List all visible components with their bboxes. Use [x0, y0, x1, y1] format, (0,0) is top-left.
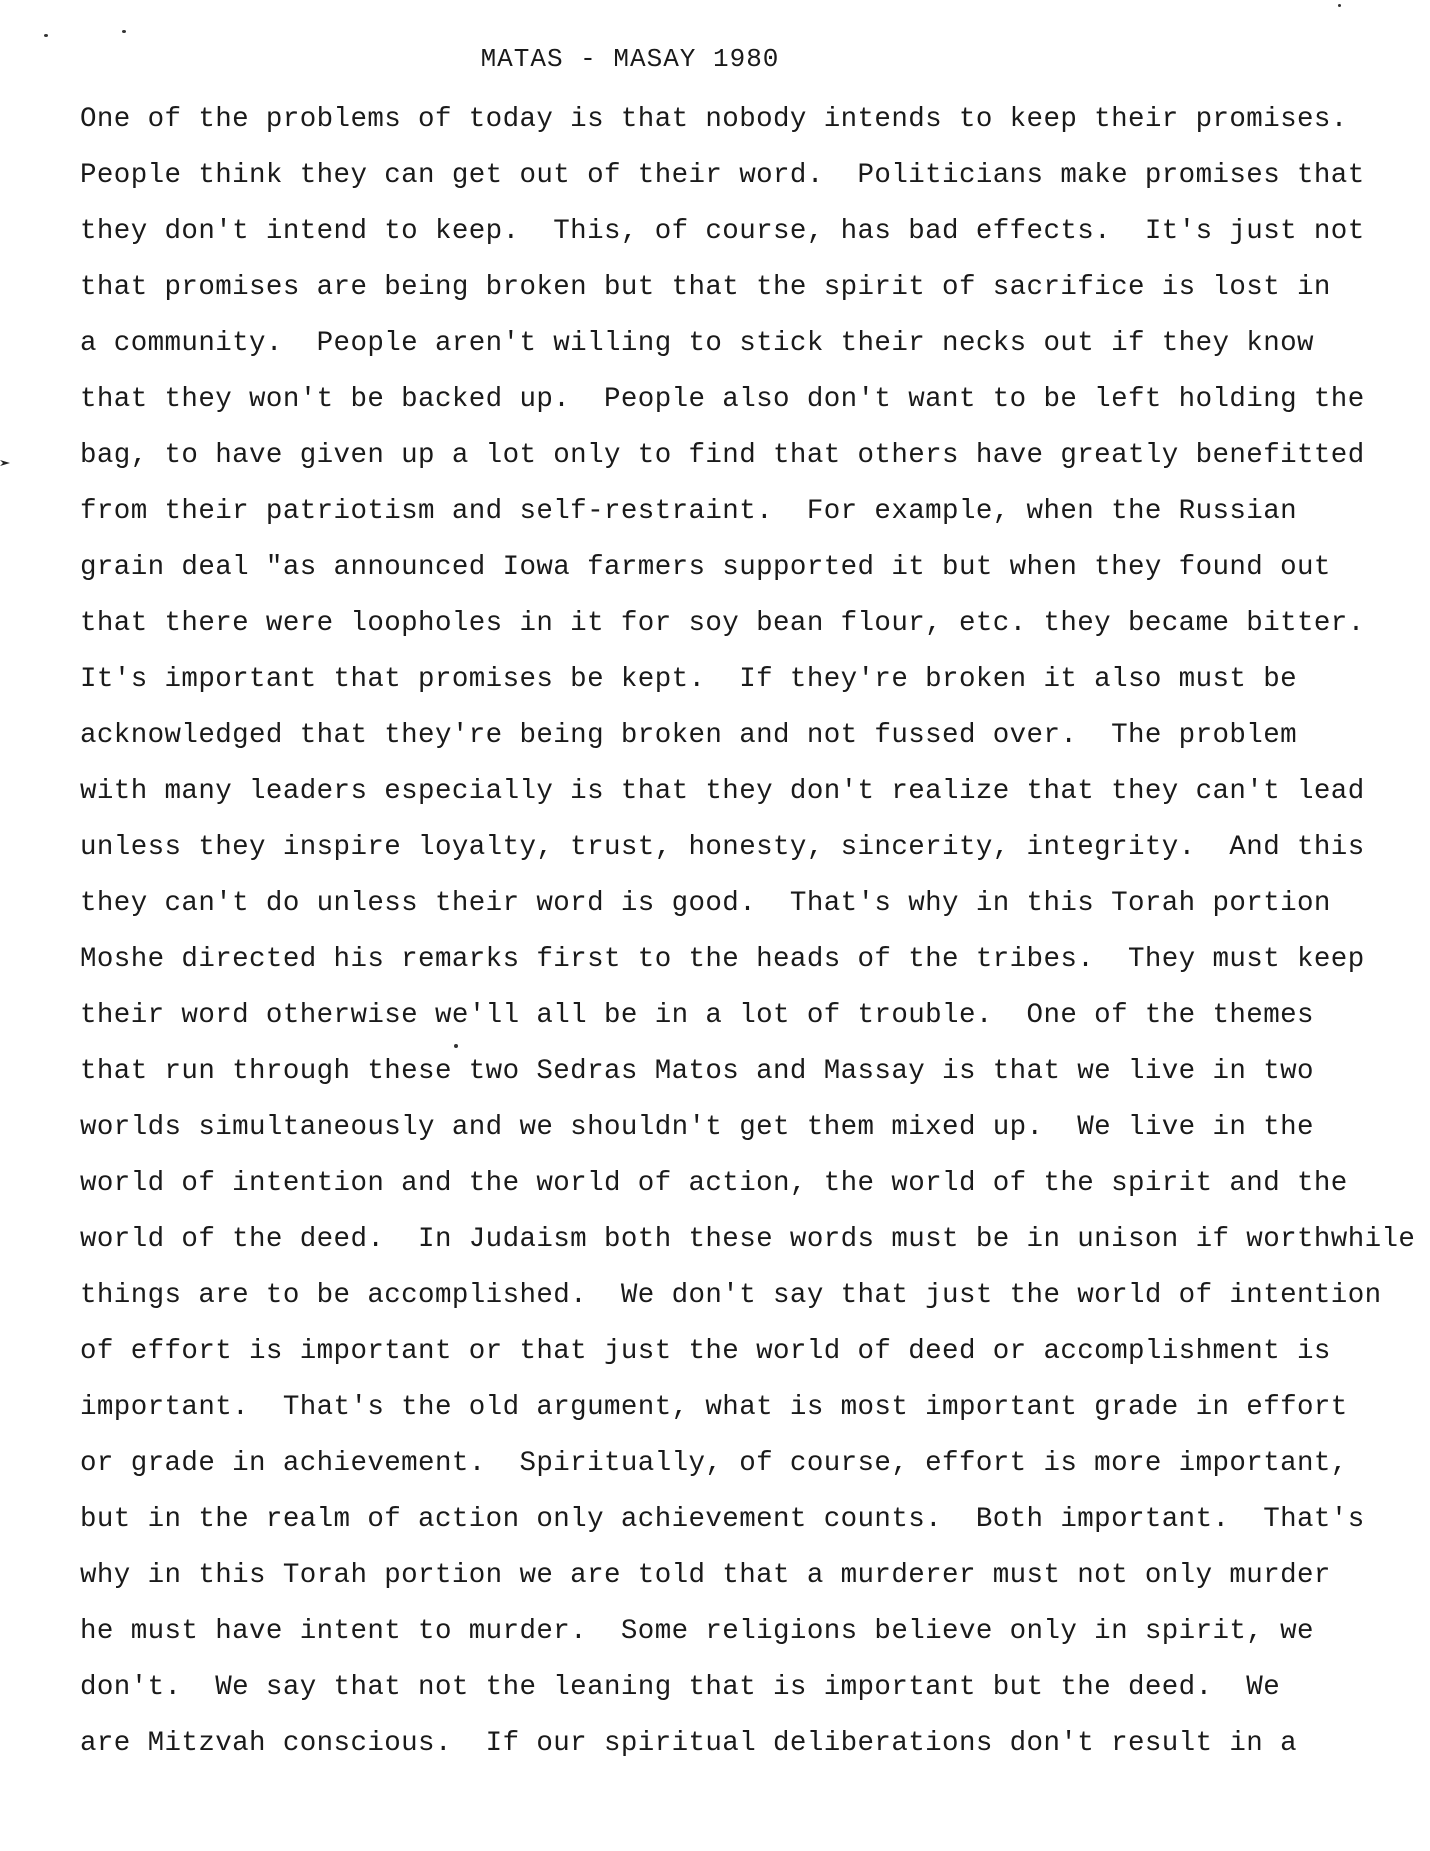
text-line: or grade in achievement. Spiritually, of course, effort is more important, [80, 1448, 1348, 1479]
scan-speck [122, 30, 126, 33]
text-line: a community. People aren't willing to stick their necks out if they know [80, 328, 1314, 359]
text-line: but in the realm of action only achievement counts. Both important. That's [80, 1504, 1365, 1535]
text-line: world of the deed. In Judaism both these words must be in unison if worthwhile [80, 1224, 1416, 1255]
text-line: they can't do unless their word is good. That's why in this Torah portion [80, 888, 1331, 919]
page-title: MATAS - MASAY 1980 [480, 44, 780, 74]
text-line: important. That's the old argument, what is most important grade in effort [80, 1392, 1348, 1423]
text-line: from their patriotism and self-restraint. For example, when the Russian [80, 496, 1297, 527]
scan-speck [44, 34, 48, 37]
text-line: don't. We say that not the leaning that is important but the deed. We [80, 1672, 1281, 1703]
text-line: world of intention and the world of action, the world of the spirit and the [80, 1168, 1348, 1199]
text-line: of effort is important or that just the world of deed or accomplishment is [80, 1336, 1331, 1367]
text-line: with many leaders especially is that they don't realize that they can't lead [80, 776, 1365, 807]
margin-mark [0, 460, 10, 466]
body-text [80, 92, 1420, 1772]
text-line: they don't intend to keep. This, of course, has bad effects. It's just not [80, 216, 1365, 247]
text-line: unless they inspire loyalty, trust, honesty, sincerity, integrity. And this [80, 832, 1365, 863]
text-line: bag, to have given up a lot only to find that others have greatly benefitted [80, 440, 1365, 471]
text-line: that promises are being broken but that the spirit of sacrifice is lost in [80, 272, 1331, 303]
text-line: grain deal "as announced Iowa farmers supported it but when they found out [80, 552, 1331, 583]
text-line: worlds simultaneously and we shouldn't get them mixed up. We live in the [80, 1112, 1314, 1143]
text-line: why in this Torah portion we are told that a murderer must not only murder [80, 1560, 1331, 1591]
text-line: things are to be accomplished. We don't say that just the world of intention [80, 1280, 1382, 1311]
text-line: that run through these two Sedras Matos and Massay is that we live in two [80, 1056, 1314, 1087]
scan-speck [1338, 4, 1341, 7]
text-line: he must have intent to murder. Some religions believe only in spirit, we [80, 1616, 1314, 1647]
text-line: One of the problems of today is that nobody intends to keep their promises. [80, 104, 1348, 135]
text-line: acknowledged that they're being broken and not fussed over. The problem [80, 720, 1297, 751]
text-line: that there were loopholes in it for soy bean flour, etc. they became bitter. [80, 608, 1365, 639]
text-line: are Mitzvah conscious. If our spiritual deliberations don't result in a [80, 1728, 1297, 1759]
text-line: People think they can get out of their word. Politicians make promises that [80, 160, 1365, 191]
text-line: It's important that promises be kept. If they're broken it also must be [80, 664, 1297, 695]
text-line: that they won't be backed up. People also don't want to be left holding the [80, 384, 1365, 415]
text-line: their word otherwise we'll all be in a lot of trouble. One of the themes [80, 1000, 1314, 1031]
text-line: Moshe directed his remarks first to the heads of the tribes. They must keep [80, 944, 1365, 975]
